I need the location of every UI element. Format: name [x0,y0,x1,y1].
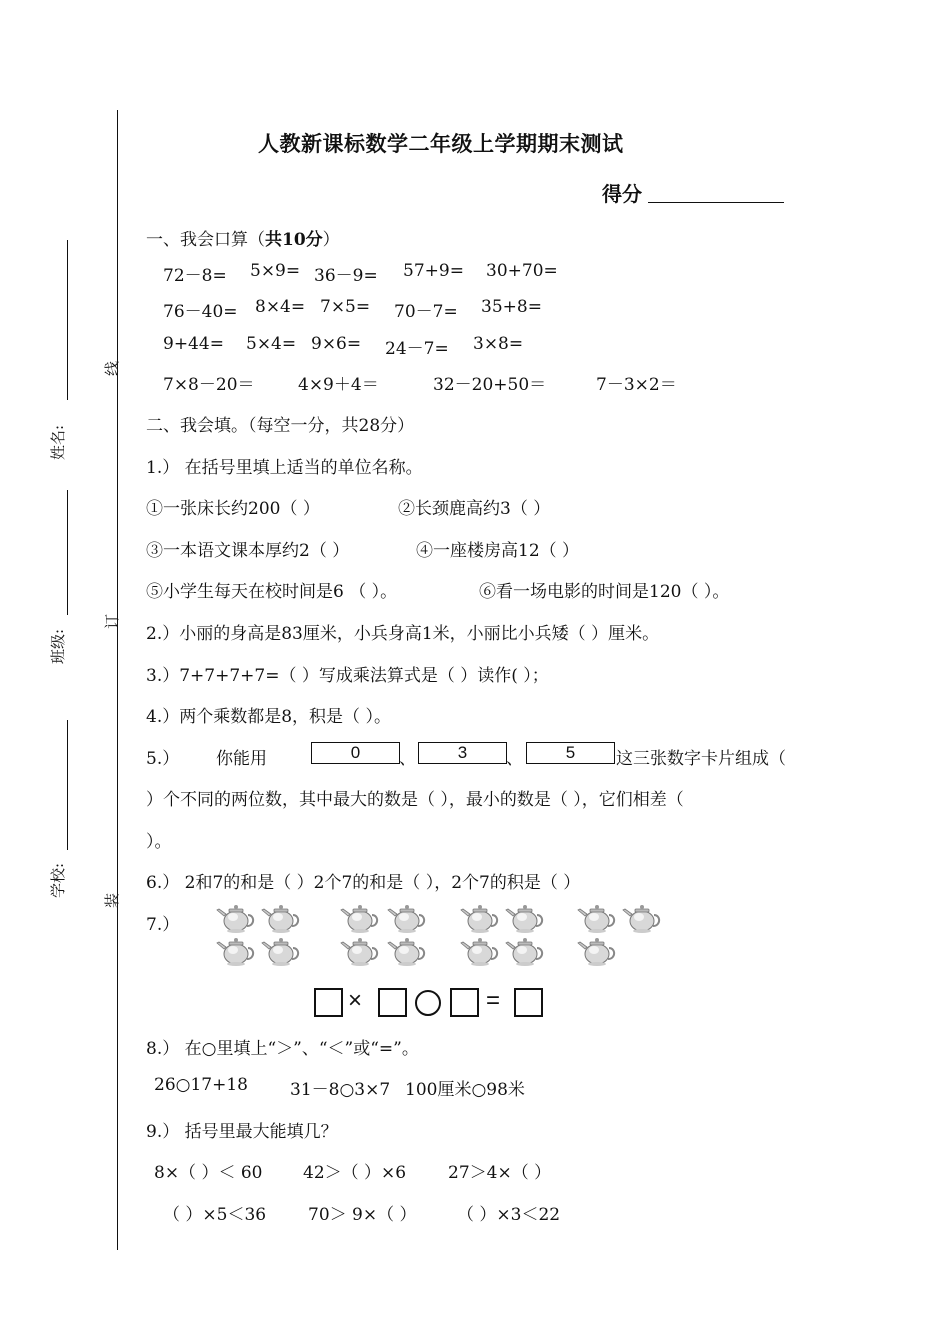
q5-lead: 你能用 [216,749,267,769]
score-label: 得分 [602,182,642,206]
q9-item: 42＞（ ）×6 [303,1163,407,1183]
q1-item: ①一张床长约200（ ） [146,499,320,519]
calc-item: 70－7= [394,302,458,322]
q8-item: 26○17+18 [154,1075,248,1095]
q1-item: ③一本语文课本厚约2（ ） [146,541,350,561]
q1-item: ②长颈鹿高约3（ ） [398,499,551,519]
calc-item: 9×6= [311,334,362,354]
card-separator: 、 [506,749,523,769]
teapot-icon [577,935,617,967]
q9-item: （ ）×5＜36 [163,1205,267,1225]
q5-tail: 这三张数字卡片组成（ [616,749,786,769]
name-field-label: 姓名: [49,424,68,461]
equals-sign: = [486,987,501,1014]
school-field-line [67,720,68,850]
calc-item: 7×8－20＝ [163,375,255,395]
q6: 6.） 2和7的和是（ ）2个7的和是（ ），2个7的积是（ ） [146,873,581,893]
calc-item: 30+70= [486,261,558,281]
calc-item: 36－9= [314,266,378,286]
calc-item: 5×9= [250,261,301,281]
equation-box[interactable] [450,988,479,1017]
calc-item: 72－8= [163,266,227,286]
teapot-icon [261,935,301,967]
teapot-icon [505,935,545,967]
teapot-icon [216,935,256,967]
teapot-icon [340,935,380,967]
calc-item: 7×5= [320,297,371,317]
teapot-icon [577,902,617,934]
class-field-line [67,490,68,615]
score-line [648,202,784,203]
page-title: 人教新课标数学二年级上学期期末测试 [258,131,624,156]
q1-item: ⑥看一场电影的时间是120（ ）。 [479,582,730,602]
q1-item: ④一座楼房高12（ ） [416,541,580,561]
q2: 2.）小丽的身高是83厘米，小兵身高1米，小丽比小兵矮（ ）厘米。 [146,624,660,644]
teapot-icon [460,902,500,934]
calc-item: 8×4= [255,297,306,317]
calc-item: 57+9= [403,261,464,281]
calc-item: 76－40= [163,302,238,322]
school-field-label: 学校: [49,862,68,899]
card-separator: 、 [399,749,416,769]
q3: 3.）7+7+7+7=（ ）写成乘法算式是（ ）读作( ）； [146,666,549,686]
calc-item: 32－20+50＝ [433,375,547,395]
q9-item: （ ）×3＜22 [457,1205,561,1225]
binding-line [117,110,118,1250]
teapot-icon [460,935,500,967]
q5-line2: ）个不同的两位数，其中最大的数是（ ），最小的数是（ ），它们相差（ [146,790,684,810]
number-card-5: 5 [526,742,615,764]
teapot-icon [505,902,545,934]
section1-heading-bold: 共10分 [265,230,323,250]
q9-item: 27＞4×（ ） [448,1163,552,1183]
teapot-icon [387,935,427,967]
calc-item: 4×9＋4＝ [298,375,379,395]
q5-prefix: 5.） [146,749,180,769]
calc-item: 9+44= [163,334,224,354]
q7-label: 7.） [146,915,180,935]
calc-item: 3×8= [473,334,524,354]
q1-stem: 1.） 在括号里填上适当的单位名称。 [146,458,423,478]
equation-box[interactable] [378,988,407,1017]
teapot-icon [387,902,427,934]
binding-char-xian: 线 [103,360,122,377]
calc-item: 35+8= [481,297,542,317]
calc-item: 24－7= [385,339,449,359]
number-card-0: 0 [311,742,400,764]
section1-heading-suffix: ） [322,230,340,250]
section1-heading-prefix: 一、我会口算（ [146,230,265,250]
calc-item: 5×4= [246,334,297,354]
equation-box[interactable] [514,988,543,1017]
q1-item: ⑤小学生每天在校时间是6 （ ）。 [146,582,398,602]
q8-item: 100厘米○98米 [405,1080,525,1100]
section1-heading [146,225,340,250]
binding-char-ding: 订 [103,613,122,630]
times-sign: × [348,987,363,1014]
q8-item: 31－8○3×7 [290,1080,391,1100]
q9-item: 70＞ 9×（ ） [308,1205,417,1225]
section2-heading: 二、我会填。（每空一分，共28分） [146,416,415,436]
number-card-3: 3 [418,742,507,764]
teapot-icon [622,902,662,934]
binding-char-zhuang: 装 [103,892,122,909]
teapot-icon [216,902,256,934]
teapot-icon [261,902,301,934]
q9-item: 8×（ ）＜ 60 [154,1163,263,1183]
q4: 4.）两个乘数都是8，积是（ ）。 [146,707,391,727]
q5-line3: ）。 [146,832,172,852]
calc-item: 7－3×2＝ [596,375,677,395]
q8-stem: 8.） 在○里填上“＞”、“＜”或“=”。 [146,1039,419,1059]
name-field-line [67,240,68,400]
class-field-label: 班级: [49,628,68,665]
operator-circle[interactable] [415,990,441,1016]
q9-stem: 9.） 括号里最大能填几？ [146,1122,338,1142]
equation-box[interactable] [314,988,343,1017]
teapot-icon [340,902,380,934]
